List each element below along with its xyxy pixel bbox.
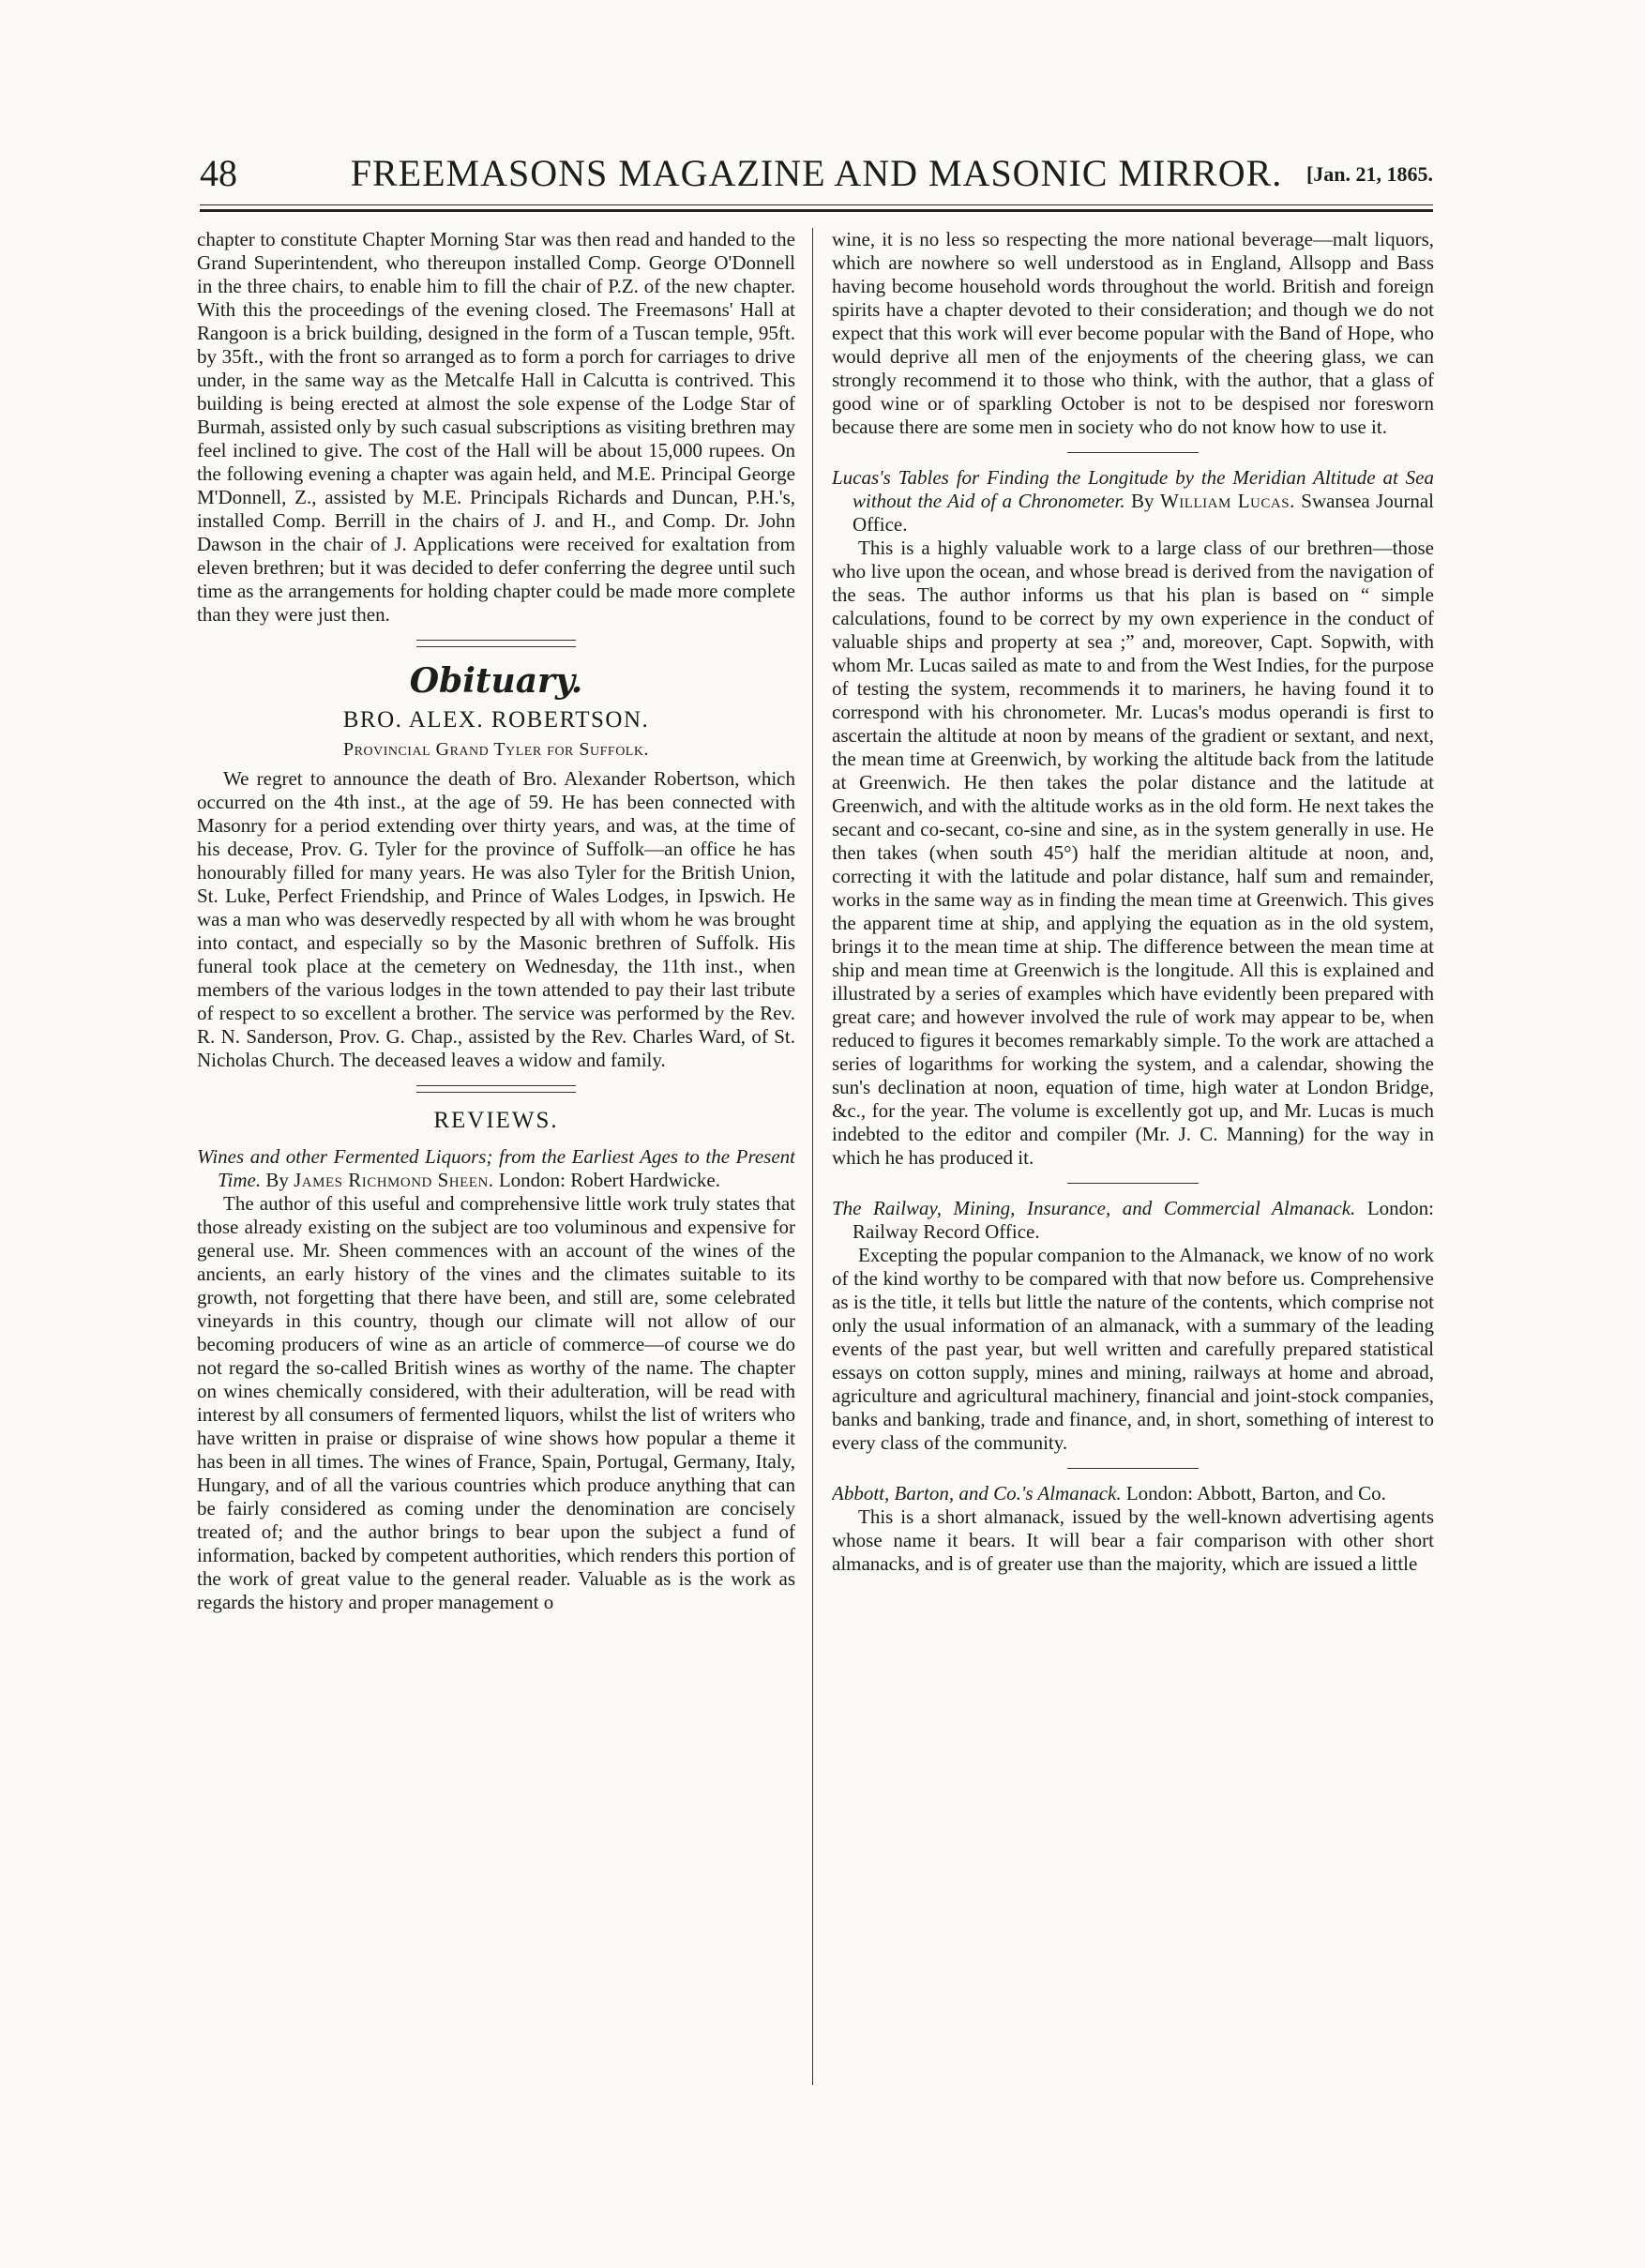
page-header	[200, 152, 1433, 199]
obituary-heading: Obituary.	[409, 661, 583, 701]
obituary-office: Provincial Grand Tyler for Suffolk.	[343, 739, 649, 760]
review-author: William Lucas.	[1159, 490, 1295, 512]
obituary-text: We regret to announce the death of Bro. Alexander Robertson, which occurred on the 4th inst., at the age of 59. He has been connected with Masonry for a period extending over thirty years, and was, at the time of his decease, Prov. G. Tyler for the province of Suffolk—an office he has honourably filled for many years. He was also Tyler for the British Union, St. Luke, Perfect Friendship, and Prince of Wales Lodges, in Ipswich. He was a man who was deservedly respected by all with whom he was brought into contact, and especially so by the Masonic brethren of Suffolk. His funeral took place at the cemetery on Wednesday, the 11th inst., when members of the various lodges in the town attended to pay their last tribute of respect to so excellent a brother. The service was performed by the Rev. R. N. Sanderson, Prov. G. Chap., assisted by the Rev. Charles Ward, of St. Nicholas Church. The deceased leaves a widow and family.	[197, 767, 795, 1071]
review-book-title: The Railway, Mining, Insurance, and Commercial Almanack.	[832, 1197, 1356, 1219]
header-rule	[200, 204, 1433, 212]
review-book-title: Wines and other Fermented Liquors; from the Earliest Ages to the Present Time.	[197, 1145, 795, 1191]
review-text-railway: Excepting the popular companion to the Almanack, we know of no work of the kind worthy to be compared with that now before us. Comprehensive as is the title, it tells but little the nature of the contents, which comprise not only the usual information of an almanack, with a summary of the leading events of the past year, but well written and carefully prepared statistical essays on cotton supply, mines and mining, railways at home and abroad, agriculture and agricultural machinery, financial and joint-stock companies, banks and banking, trade and finance, and, in short, something of interest to every class of the community.	[832, 1244, 1434, 1454]
wines-review-continuation: wine, it is no less so respecting the more national beverage—malt liquors, which are nowhere so well understood as in England, Allsopp and Bass having become household words throughout the world. British and foreign spirits have a chapter devoted to their consideration; and though we do not expect that this work will ever become popular with the Band of Hope, who would deprive all men of the enjoyments of the cheering glass, we can strongly recommend it to those who think, with the author, that a glass of good wine or of sparkling October is not to be despised nor foresworn because there are some men in society who do not know how to use it.	[832, 228, 1434, 438]
review-publisher: London: Abbott, Barton, and Co.	[1125, 1482, 1386, 1504]
page-number: 48	[200, 152, 237, 194]
review-by: By	[1131, 490, 1155, 512]
review-heading-wines	[197, 1145, 795, 1192]
review-divider	[1067, 1183, 1199, 1184]
section-divider	[416, 1085, 576, 1093]
review-book-title: Lucas's Tables for Finding the Longitude by the Meridian Altitude at Sea without the Aid of a Chronometer.	[832, 466, 1434, 512]
review-author: James Richmond Sheen.	[294, 1169, 494, 1191]
review-text-abbott: This is a short almanack, issued by the well-known advertising agents whose name it bears. It will bear a fair comparison with other short almanacks, and is of greater use than the majority, which are issued a little	[832, 1505, 1434, 1575]
review-divider	[1067, 452, 1199, 453]
masthead-title: FREEMASONS MAGAZINE AND MASONIC MIRROR.	[350, 152, 1283, 194]
issue-date: [Jan. 21, 1865.	[1305, 162, 1433, 186]
column-divider	[812, 228, 813, 2085]
section-divider	[416, 640, 576, 647]
left-column	[197, 228, 795, 2094]
chapter-report-continuation: chapter to constitute Chapter Morning Star was then read and handed to the Grand Superintendent, who thereupon installed Comp. George O'Donnell in the three chairs, to enable him to fill the chair of P.Z. of the new chapter. With this the proceedings of the evening closed. The Freemasons' Hall at Rangoon is a brick building, designed in the form of a Tuscan temple, 95ft. by 35ft., with the front so arranged as to form a porch for carriages to drive under, in the same way as the Metcalfe Hall in Calcutta is contrived. This building is being erected at almost the sole expense of the Lodge Star of Burmah, assisted only by such casual subscriptions as visiting brethren may feel inclined to give. The cost of the Hall will be about 15,000 rupees. On the following evening a chapter was again held, and M.E. Principal George M'Donnell, Z., assisted by M.E. Principals Richards and Duncan, P.H.'s, installed Comp. Berrill in the chairs of J. and H., and Comp. Dr. John Dawson in the chair of J. Applications were received for exaltation from eleven brethren; but it was decided to defer conferring the degree until such time as the arrangements for holding chapter could be made more complete than they were just then.	[197, 228, 795, 626]
review-publisher: London: Robert Hardwicke.	[498, 1169, 721, 1191]
review-book-title: Abbott, Barton, and Co.'s Almanack.	[832, 1482, 1122, 1504]
review-divider	[1067, 1468, 1199, 1469]
review-text-wines: The author of this useful and comprehensive little work truly states that those already existing on the subject are too voluminous and expensive for general use. Mr. Sheen commences with an account of the wines of the ancients, an early history of the vines and the climates suitable to its growth, not forgetting that there have been, and still are, some celebrated vineyards in this country, though our climate will not allow of our becoming producers of wine as an article of commerce—of course we do not regard the so-called British wines as worthy of the name. The chapter on wines chemically considered, with their adulteration, will be read with interest by all consumers of fermented liquors, whilst the list of writers who have written in praise or dispraise of wine shows how popular a theme it has been in all times. The wines of France, Spain, Portugal, Germany, Italy, Hungary, and of all the various countries which produce anything that can be fairly considered as coming under the denomination are concisely treated of; and the author brings to bear upon the subject a fund of information, backed by competent authorities, which renders this portion of the work of great value to the general reader. Valuable as is the work as regards the history and proper management o	[197, 1192, 795, 1613]
review-publisher: Swansea Journal Office.	[853, 490, 1434, 536]
obituary-subject: BRO. ALEX. ROBERTSON.	[342, 707, 650, 733]
review-by: By	[265, 1169, 289, 1191]
review-heading-railway	[832, 1197, 1434, 1244]
right-column	[832, 228, 1434, 2094]
review-publisher: London: Railway Record Office.	[853, 1197, 1434, 1243]
review-heading-abbott	[832, 1482, 1434, 1505]
review-text-lucas: This is a highly valuable work to a large class of our brethren—those who live upon the ocean, and whose bread is derived from the navigation of the seas. The author informs us that his plan is based on “ simple calculations, found to be correct by my own experience in the conduct of valuable ships and property at sea ;” and, moreover, Capt. Sopwith, with whom Mr. Lucas sailed as mate to and from the West Indies, for the purpose of testing the system, recommends it to mariners, he having found it to correspond with his chronometer. Mr. Lucas's modus operandi is first to ascertain the altitude at noon by means of the gradient or sextant, and next, the mean time at Greenwich, by working the altitude back from the latitude at Greenwich. He then takes the polar distance and the latitude at Greenwich, and with the altitude works as in the old form. He next takes the secant and co-secant, co-sine and sine, as in the system generally in use. He then takes (when south 45°) half the meridian altitude at noon, and, correcting it with the latitude and polar distance, half sum and remainder, works in the same way as in finding the mean time at Greenwich. This gives the apparent time at ship, and applying the equation as in the old system, brings it to the mean time at ship. The difference between the mean time at ship and mean time at Greenwich is the longitude. All this is explained and illustrated by a series of examples which have evidently been prepared with great care; and however involved the rule of work may appear to be, when reduced to figures it becomes remarkably simple. To the work are attached a series of logarithms for working the system, and a calendar, showing the sun's declination at noon, equation of time, high water at London Bridge, &c., for the year. The volume is excellently got up, and Mr. Lucas is much indebted to the editor and compiler (Mr. J. C. Manning) for the way in which he has produced it.	[832, 537, 1434, 1169]
reviews-heading: REVIEWS.	[433, 1108, 559, 1133]
review-heading-lucas	[832, 466, 1434, 537]
